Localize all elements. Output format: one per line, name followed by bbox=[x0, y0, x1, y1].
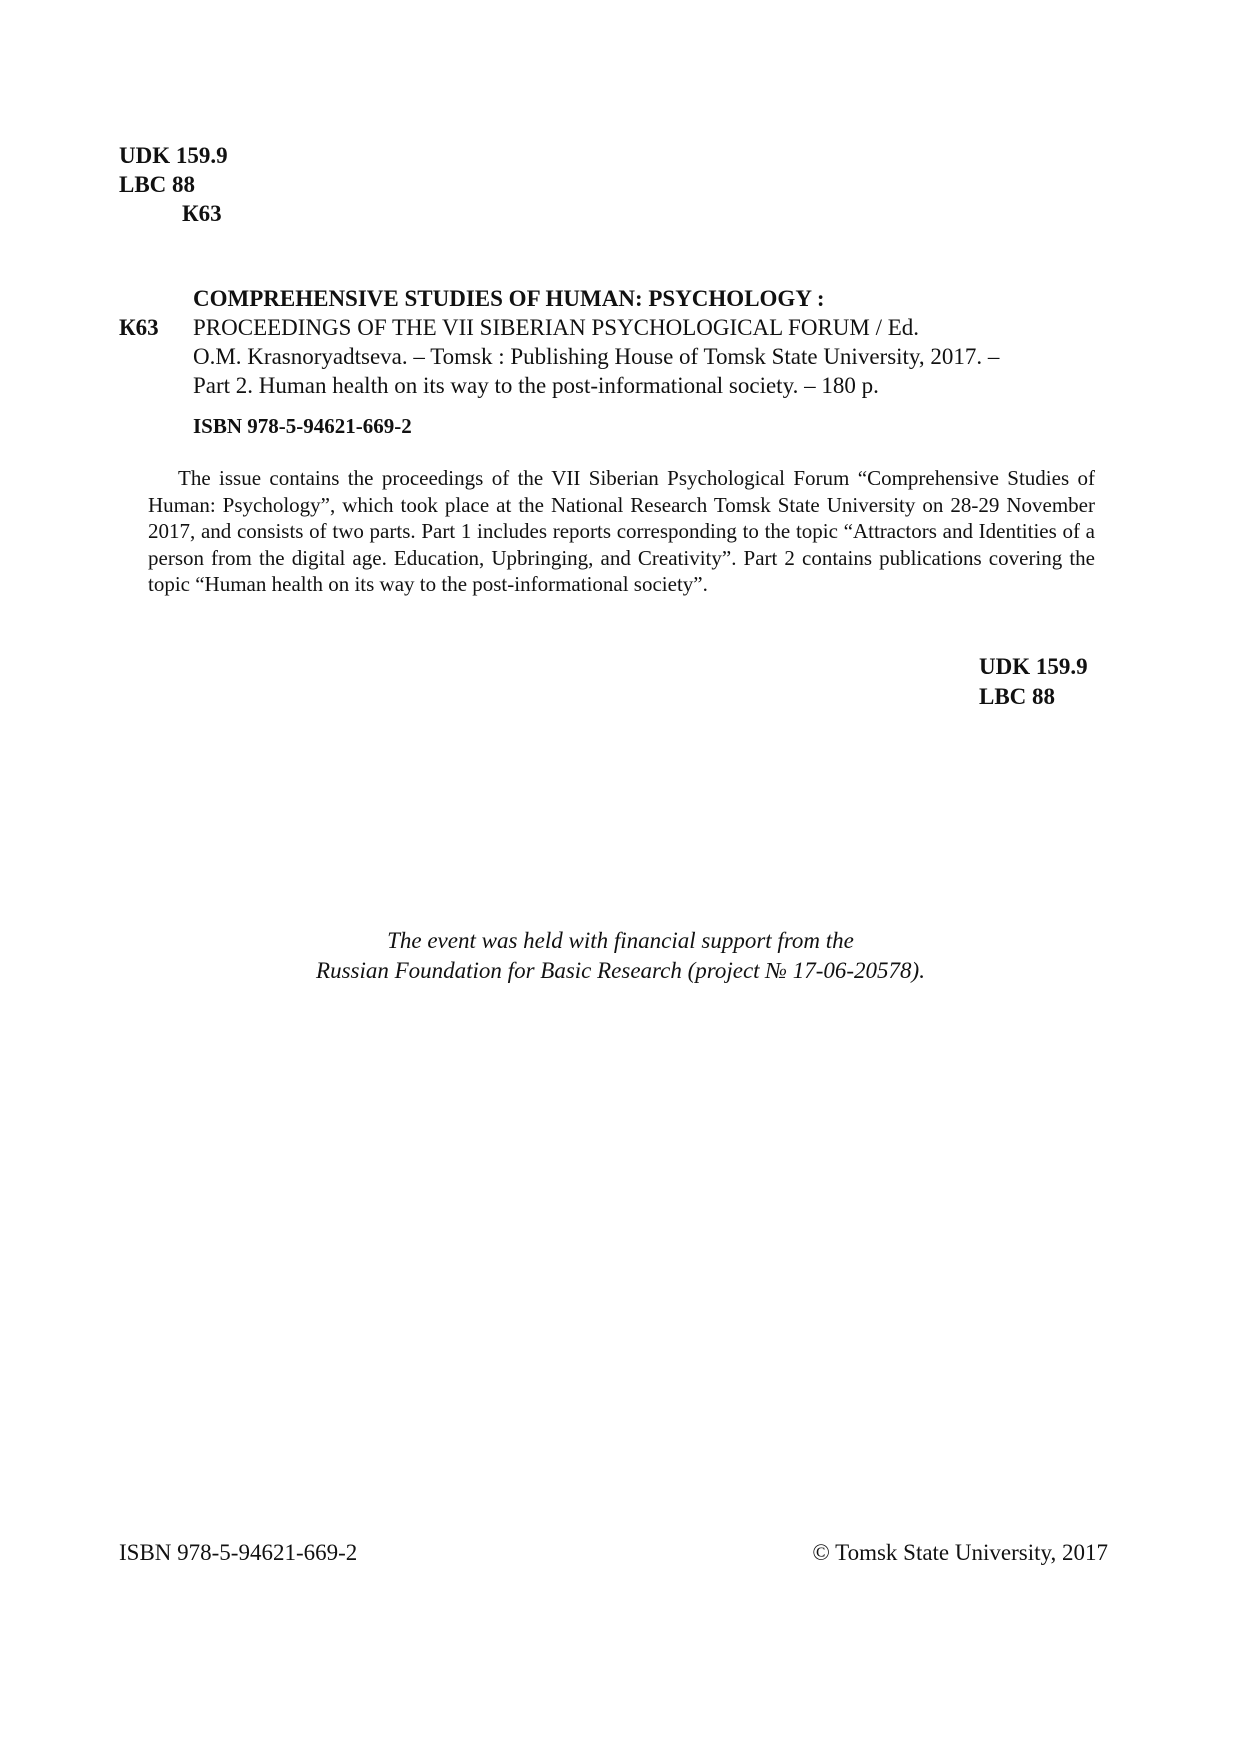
book-title: COMPREHENSIVE STUDIES OF HUMAN: PSYCHOLOGY : bbox=[193, 286, 825, 311]
entry-author-mark: К63 bbox=[119, 315, 159, 340]
classification-right bbox=[979, 652, 1088, 712]
funding-note bbox=[0, 926, 1241, 986]
funding-line-2: Russian Foundation for Basic Research (project № 17-06-20578). bbox=[316, 958, 925, 983]
abstract-paragraph: The issue contains the proceedings of the VII Siberian Psychological Forum “Comprehensive Studies of Human: Psychology”, which took place at the National Research Tomsk State University on 28-29 November 2017, and consists of two parts. Part 1 includes reports corresponding to the topic “Attractors and Identities of a person from the digital age. Education, Upbringing, and Creativity”. Part 2 contains publications covering the topic “Human health on its way to the post-informational society”. bbox=[148, 466, 1095, 596]
footer-copyright: © Tomsk State University, 2017 bbox=[812, 1540, 1108, 1565]
lbc-code: LBC 88 bbox=[119, 172, 196, 197]
footer-isbn: ISBN 978-5-94621-669-2 bbox=[119, 1540, 358, 1565]
bib-line-1: PROCEEDINGS OF THE VII SIBERIAN PSYCHOLOGICAL FORUM / Ed. bbox=[193, 315, 920, 340]
udk-code: UDK 159.9 bbox=[119, 143, 228, 168]
funding-line-1: The event was held with financial support from the bbox=[387, 928, 854, 953]
author-mark: К63 bbox=[182, 201, 222, 226]
udk-code-right: UDK 159.9 bbox=[979, 654, 1088, 679]
entry-isbn: ISBN 978-5-94621-669-2 bbox=[193, 414, 412, 438]
bib-line-2: O.M. Krasnoryadtseva. – Tomsk : Publishing House of Tomsk State University, 2017. – bbox=[193, 344, 1000, 369]
classification-block bbox=[119, 141, 228, 228]
lbc-code-right: LBC 88 bbox=[979, 684, 1056, 709]
bib-line-3: Part 2. Human health on its way to the post-informational society. – 180 p. bbox=[193, 373, 879, 398]
